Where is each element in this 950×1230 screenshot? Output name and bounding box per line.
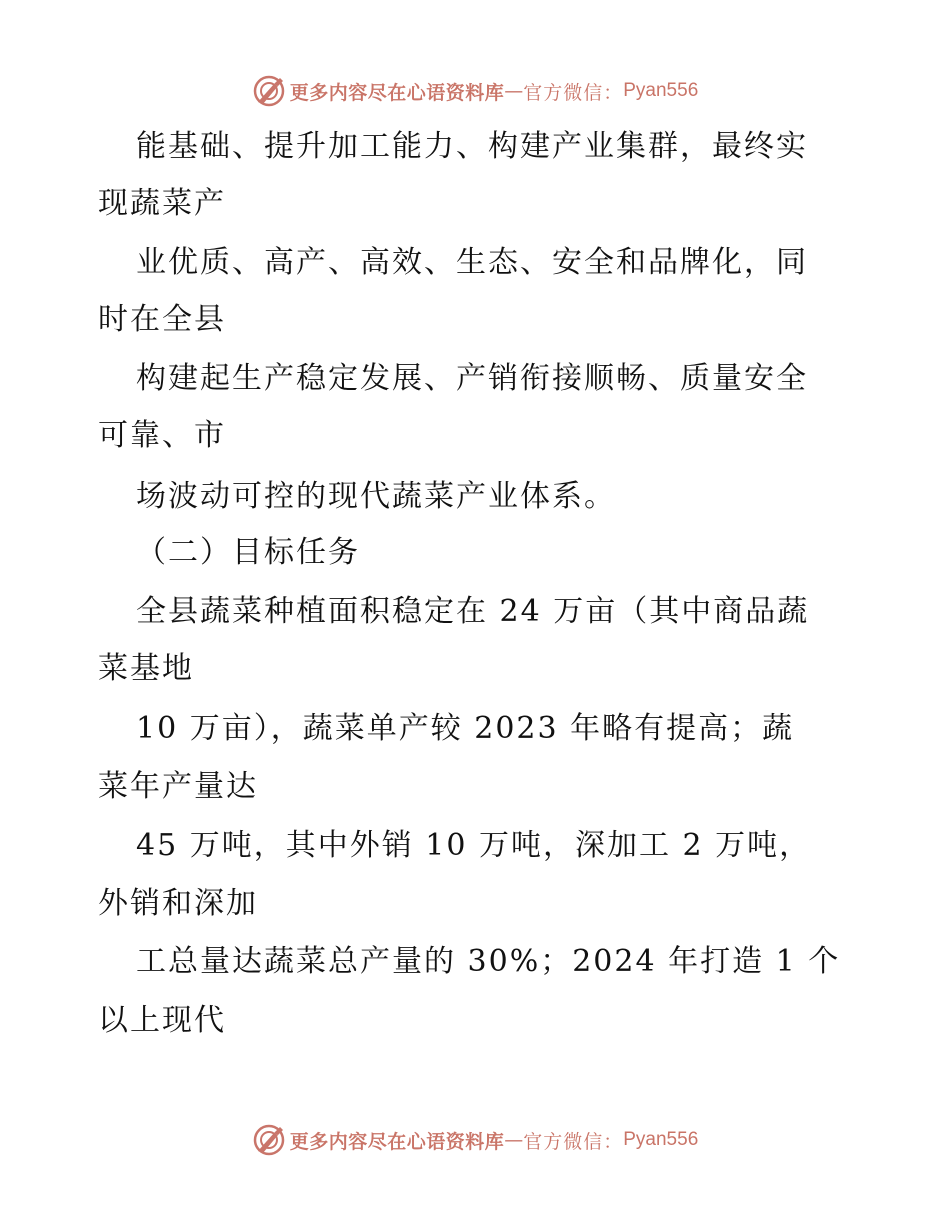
watermark-wechat-id: Pyan556 [623, 1129, 699, 1150]
header-watermark [0, 71, 950, 111]
paragraph-line: 全县蔬菜种植面积稳定在 24 万亩（其中商品蔬 [136, 594, 810, 629]
paragraph-line: 场波动可控的现代蔬菜产业体系。 [136, 479, 616, 514]
paragraph-line: 业优质、高产、高效、生态、安全和品牌化，同 [136, 245, 808, 280]
paragraph-line: 时在全县 [98, 302, 226, 337]
watermark-text: 更多内容尽在心语资料库 [289, 81, 505, 104]
watermark-wechat-id: Pyan556 [623, 80, 699, 101]
paragraph-line: 10 万亩），蔬菜单产较 2023 年略有提高；蔬 [136, 711, 795, 746]
pen-logo-icon [252, 74, 286, 108]
paragraph-line: 能基础、提升加工能力、构建产业集群，最终实 [136, 129, 808, 164]
paragraph-line: 菜基地 [98, 651, 194, 686]
paragraph-line: 构建起生产稳定发展、产销衔接顺畅、质量安全 [136, 361, 808, 396]
paragraph-line: 可靠、市 [98, 418, 226, 453]
footer-watermark [0, 1120, 950, 1160]
watermark-text: 更多内容尽在心语资料库 [289, 1130, 505, 1153]
paragraph-line: 现蔬菜产 [98, 186, 226, 221]
paragraph-line: 45 万吨，其中外销 10 万吨，深加工 2 万吨， [136, 828, 812, 863]
paragraph-line: 菜年产量达 [98, 769, 258, 804]
paragraph-line: 以上现代 [98, 1003, 226, 1038]
paragraph-line: 工总量达蔬菜总产量的 30%；2024 年打造 1 个 [136, 944, 841, 979]
section-heading: （二）目标任务 [136, 535, 360, 570]
watermark-wechat-label: 官方微信： [523, 81, 624, 104]
watermark-dash: — [504, 1129, 524, 1151]
paragraph-line: 外销和深加 [98, 886, 258, 921]
pen-logo-icon [252, 1123, 286, 1157]
watermark-dash: — [504, 80, 524, 102]
watermark-wechat-label: 官方微信： [523, 1130, 624, 1153]
